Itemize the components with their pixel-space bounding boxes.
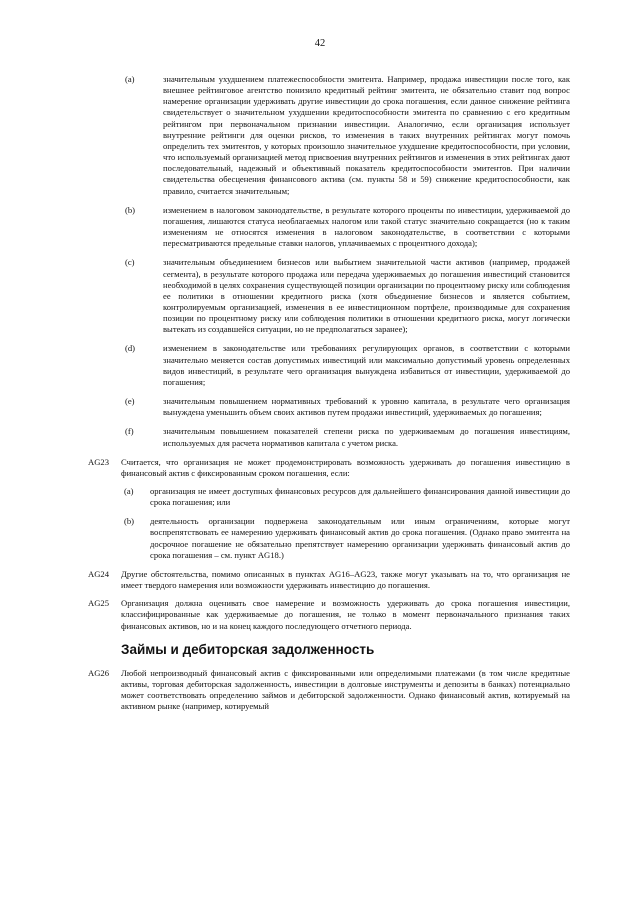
list-item-label: (f): [125, 426, 134, 437]
list-item-label: (a): [125, 74, 135, 84]
page-content: [0, 74, 640, 719]
paragraph-ag25: [88, 598, 570, 631]
list-item-label: (a): [124, 486, 134, 496]
page-number: 42: [314, 38, 326, 49]
paragraph-ag26: [88, 667, 570, 713]
list-item-text: изменением в налоговом законодательстве, в результате которого проценты по инвестиции, удерживаемой до погашения, лишаются статуса необлагаемых налогом или такой статус значительно сокращается (но к таким изменениям не относятся изменения в налоговом законодательстве, в соответствии с которыми пересматриваются предельные ставки налогов, уплачиваемых с процентного дохода);: [163, 204, 570, 249]
list-item-f: [125, 426, 570, 448]
paragraph-label: AG24: [88, 568, 110, 579]
paragraph-text: Любой непроизводный финансовый актив с фиксированными или определимыми платежами (в том числе кредитные активы, торговая дебиторская задолженность, инвестиции в долговые инструменты и депозиты в банках) потенциально может соответствовать определению займов и дебиторской задолженности. Однако финансовый актив, котируемый на активном рынке (например, котируемый: [121, 667, 570, 712]
list-item-label: (c): [125, 257, 135, 268]
list-item-c: [125, 257, 570, 335]
paragraph-text: Считается, что организация не может продемонстрировать возможность удерживать до погашения инвестицию в финансовый актив с фиксированным сроком погашения, если:: [121, 456, 570, 478]
list-item-text: значительным повышением нормативных требований к уровню капитала, в результате чего организация вынуждена уменьшить объем своих активов путем продажи инвестиций, удерживаемых до погашения;: [163, 396, 570, 418]
list-item-text: изменением в законодательстве или требованиях регулирующих органов, в соответствии с которыми значительно меняется состав допустимых инвестиций или максимально допустимый уровень определенных видов инвестиций, в результате чего организация вынуждена избавиться от инвестиции, удерживаемой до погашения;: [163, 343, 570, 387]
list-item-text: деятельность организации подвержена законодательным или иным ограничениям, которые могут воспрепятствовать ее намерению удерживать финансовый актив до срока погашения. (Однако право эмитента на досрочное погашение не обязательно препятствует намерению организации удерживать финансовый актив до срока погашения – см. пункт AG18.): [150, 516, 570, 560]
list-item-e: [125, 396, 570, 418]
ag23-item-a: [124, 486, 570, 508]
list-item-label: (d): [125, 343, 136, 354]
paragraph-text: Другие обстоятельства, помимо описанных в пунктах AG16–AG23, также могут указывать на то, что организация не имеет твердого намерения или возможности удерживать инвестицию до погашения.: [121, 568, 570, 591]
paragraph-ag23: [88, 456, 570, 479]
list-item-label: (b): [124, 516, 135, 527]
list-item-text: значительным повышением показателей степени риска по удерживаемым до погашения инвестициям, используемых для расчета нормативов капитала с учетом риска.: [163, 426, 570, 448]
paragraph-label: AG26: [88, 667, 110, 678]
list-item-text: значительным ухудшением платежеспособности эмитента. Например, продажа инвестиции после того, как внешнее рейтинговое агентство понизило кредитный рейтинг эмитента, не обязательно ставит под вопрос намерение организации удерживать другие инвестиции до срока погашения, если данное снижение рейтинга свидетельствует о значительном ухудшении кредитоспособности эмитента по сравнению с его кредитным рейтингом при первоначальном признании инвестиции. Аналогично, если организация использует внутренние рейтинги для оценки рисков, то изменения в таких внутренних рейтингах могут помочь определить тех эмитентов, у которых произошло значительное ухудшение кредитоспособности, при условии, что используемый организацией метод присвоения внутренних рейтингов и изменения в этих рейтингах дают последовательный, надежный и объективный показатель кредитоспособности эмитентов. При наличии свидетельства обесценения финансового актива (см. пункты 58 и 59) снижение кредитоспособности, как правило, считается значительным;: [163, 74, 570, 196]
paragraph-label: AG23: [88, 456, 110, 467]
list-item-label: (e): [125, 396, 135, 407]
paragraph-label: AG25: [88, 598, 110, 609]
list-item-label: (b): [125, 204, 136, 215]
list-item-b: [125, 204, 570, 250]
list-item-text: значительным объединением бизнесов или выбытием значительной части активов (например, продажей сегмента), в результате которого продажа или передача удерживаемых до погашения инвестиций становится необходимой в целях сохранения существующей позиции организации по процентному риску или соблюдения ее политики в отношении кредитного риска (хотя объединение бизнесов и является событием, контролируемым организацией, изменения в ее инвестиционном портфеле, производимые для сохранения позиции по процентному риску или соблюдения политики в отношении кредитного риска, могут логически вытекать из создавшейся ситуации, но не предполагаться заранее);: [163, 257, 570, 335]
paragraph-text: Организация должна оценивать свое намерение и возможность удерживать до срока погашения инвестиции, классифицированные как удерживаемые до погашения, не только в момент первоначального признания таких финансовых активов, но и на конец каждого последующего отчетного периода.: [121, 598, 570, 631]
section-heading: Займы и дебиторская задолженность: [121, 641, 375, 657]
ag23-item-b: [124, 516, 570, 561]
list-item-a: [125, 74, 570, 197]
paragraph-ag24: [88, 568, 570, 591]
list-item-d: [125, 343, 570, 388]
list-item-text: организация не имеет доступных финансовых ресурсов для дальнейшего финансирования данной инвестиции до срока погашения; или: [150, 486, 570, 508]
